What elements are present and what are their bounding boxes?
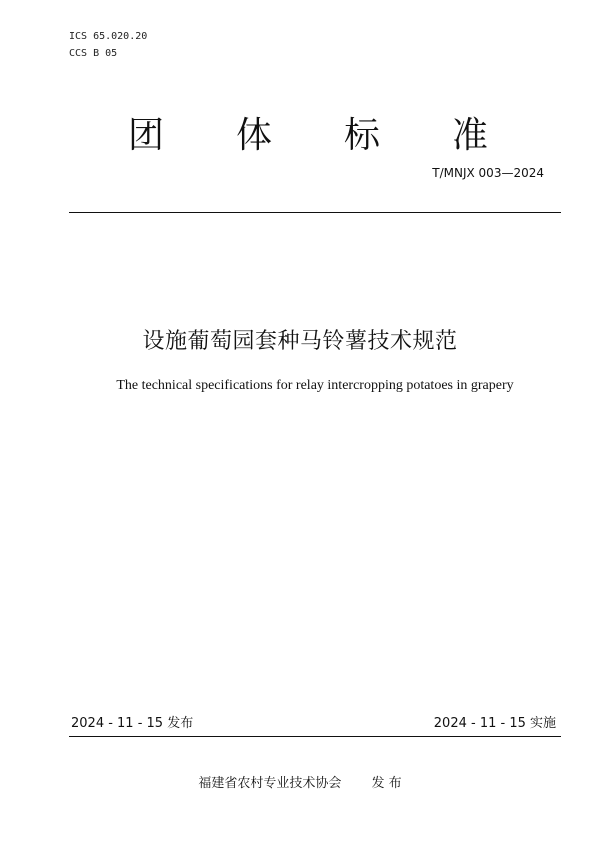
standard-type-char: 团 (128, 115, 165, 156)
classification-codes (69, 28, 147, 62)
standard-type-heading (128, 112, 488, 160)
standard-type-char: 体 (235, 115, 272, 156)
issuer-line (0, 775, 600, 793)
bottom-divider (69, 736, 561, 737)
standard-type-char: 标 (343, 115, 380, 156)
top-divider (69, 212, 561, 213)
document-title-en: The technical specifications for relay intercropping potatoes in grapery (116, 378, 514, 393)
ccs-code: CCS B 05 (69, 48, 118, 59)
ics-code: ICS 65.020.20 (69, 31, 148, 42)
issuer-name: 福建省农村专业技术协会 (198, 776, 342, 791)
implementation-date: 2024 - 11 - 15 实施 (433, 716, 556, 731)
standard-type-char: 准 (451, 115, 488, 156)
issuer-action: 发 布 (371, 776, 402, 791)
standard-number: T/MNJX 003—2024 (432, 166, 544, 180)
release-date: 2024 - 11 - 15 发布 (71, 716, 194, 731)
document-title-zh: 设施葡萄园套种马铃薯技术规范 (142, 329, 458, 354)
